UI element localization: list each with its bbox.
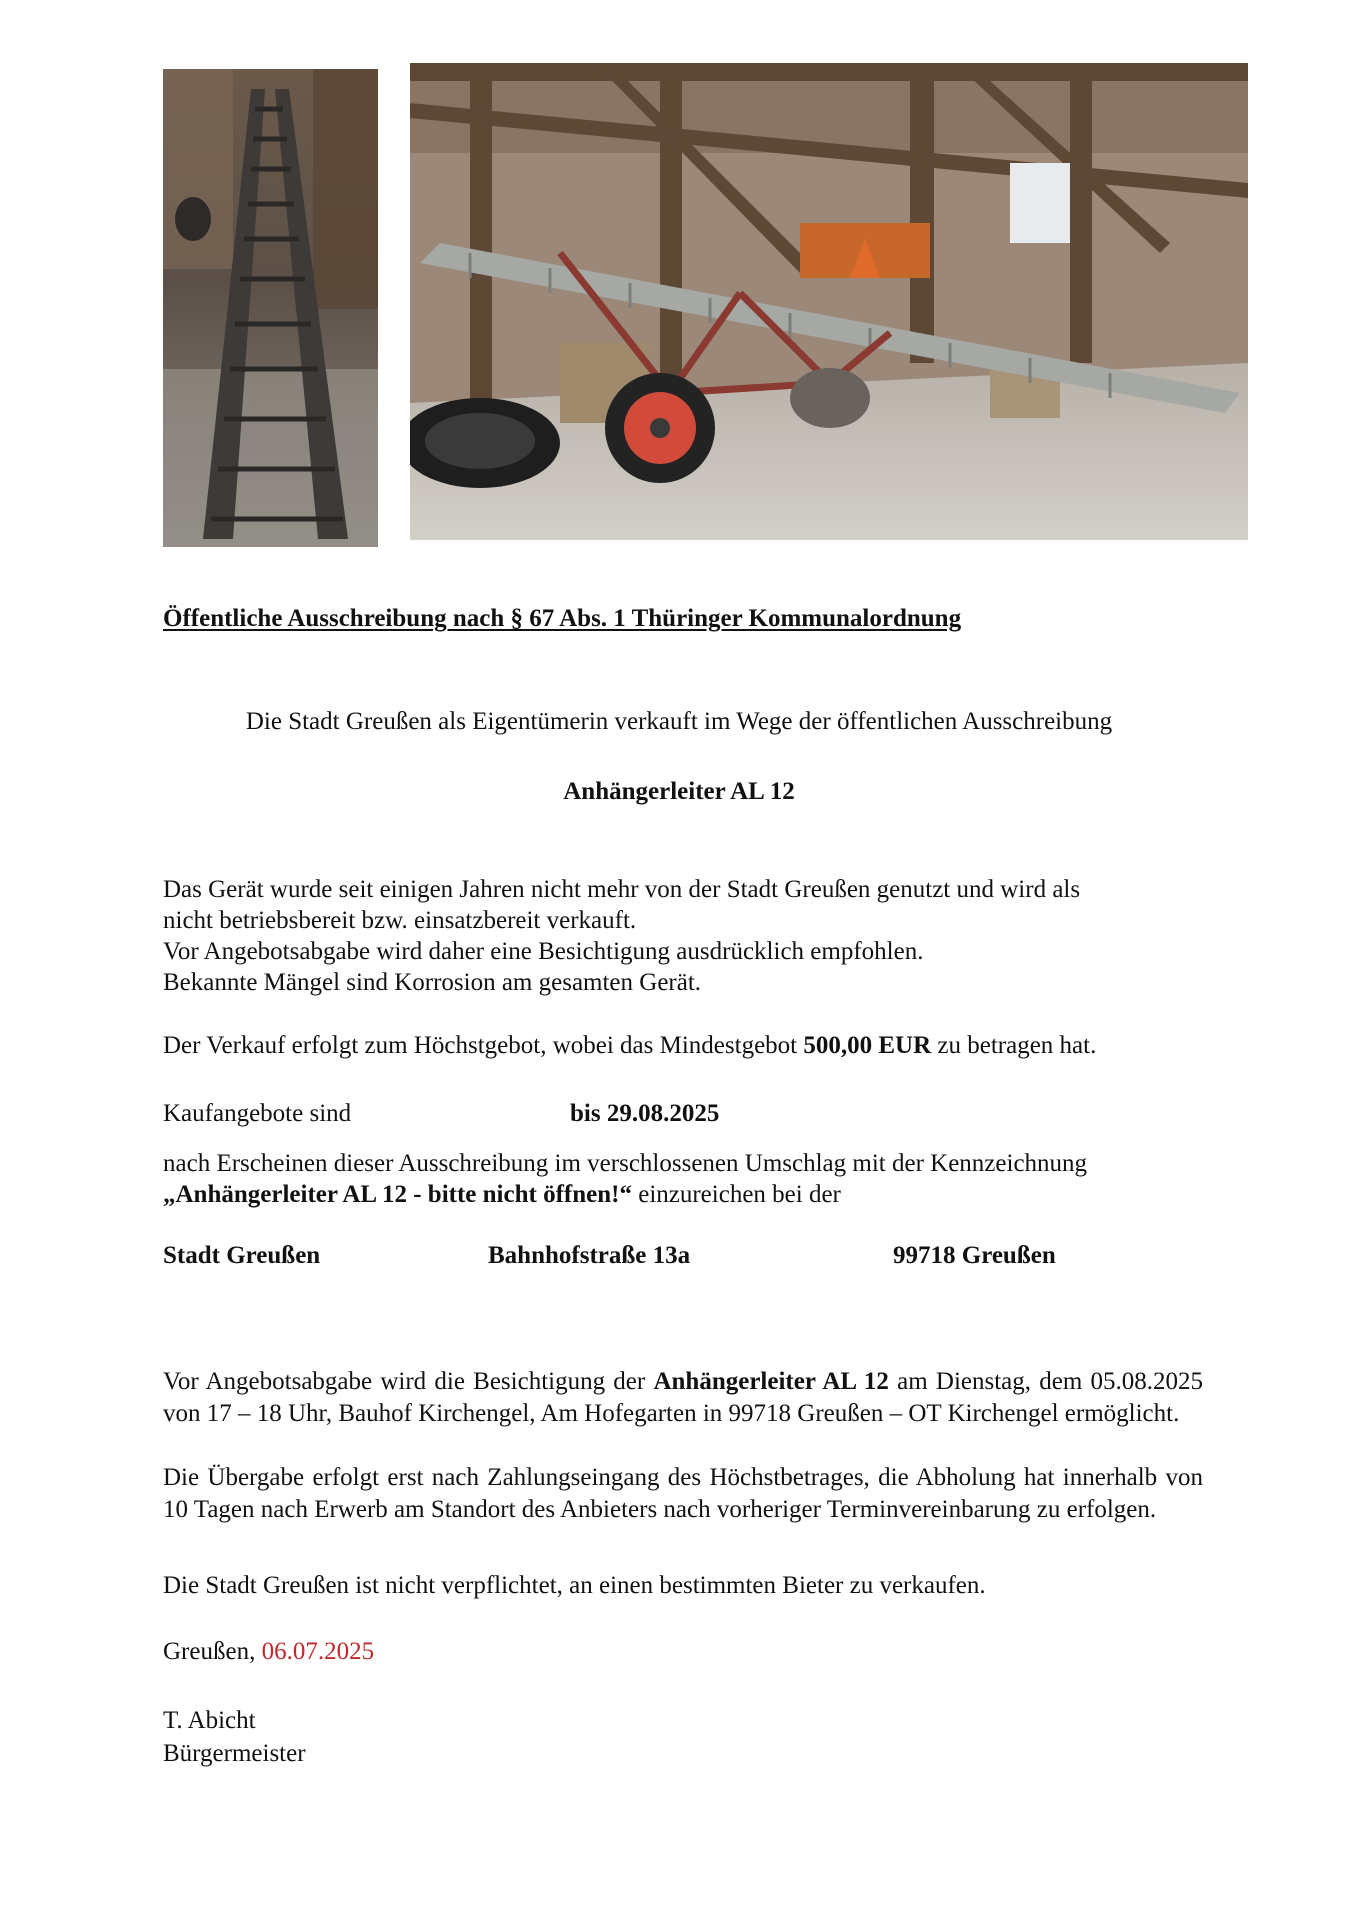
sale-text-after: zu betragen hat. — [937, 1032, 1097, 1059]
envelope-marking: „Anhängerleiter AL 12 - bitte nicht öffnen!“ — [163, 1181, 632, 1208]
address-street: Bahnhofstraße 13a — [488, 1242, 691, 1269]
viewing-item: Anhängerleiter AL 12 — [653, 1368, 889, 1395]
submission-marking-line — [163, 1179, 841, 1211]
minimum-bid: 500,00 EUR — [803, 1032, 932, 1059]
address-name: Stadt Greußen — [163, 1242, 321, 1269]
page-heading: Öffentliche Ausschreibung nach § 67 Abs. 1 Thüringer Kommunalordnung — [163, 605, 962, 632]
viewing-paragraph — [163, 1366, 1203, 1430]
submission-text-after: einzureichen bei der — [638, 1181, 841, 1208]
sale-sentence — [163, 1030, 1096, 1062]
viewing-text-after: am Dienstag, dem 05.08.2025 von 17 – 18 Uhr, Bauhof Kirchengel, Am Hofegarten in 99718 Greußen – OT Kirchengel ermöglicht. — [163, 1368, 1204, 1427]
paragraph-line: Vor Angebotsabgabe wird daher eine Besichtigung ausdrücklich empfohlen. — [163, 938, 924, 965]
disclaimer-text: Die Stadt Greußen ist nicht verpflichtet, an einen bestimmten Bieter zu verkaufen. — [163, 1572, 986, 1599]
paragraph-line: Das Gerät wurde seit einigen Jahren nicht mehr von der Stadt Greußen genutzt und wird als — [163, 876, 1081, 903]
viewing-text-before: Vor Angebotsabgabe wird die Besichtigung der — [163, 1368, 646, 1395]
date: 06.07.2025 — [261, 1638, 375, 1665]
address-city: 99718 Greußen — [893, 1242, 1056, 1269]
submission-line: nach Erscheinen dieser Ausschreibung im verschlossenen Umschlag mit der Kennzeichnung — [163, 1150, 1088, 1177]
sale-text-before: Der Verkauf erfolgt zum Höchstgebot, wobei das Mindestgebot — [163, 1032, 798, 1059]
item-title: Anhängerleiter AL 12 — [563, 778, 795, 805]
intro-text: Die Stadt Greußen als Eigentümerin verkauft im Wege der öffentlichen Ausschreibung — [245, 708, 1113, 735]
paragraph-line: nicht betriebsbereit bzw. einsatzbereit verkauft. — [163, 907, 637, 934]
handover-paragraph: Die Übergabe erfolgt erst nach Zahlungseingang des Höchstbetrages, die Abholung hat innerhalb von 10 Tagen nach Erwerb am Standort des Anbieters nach vorheriger Terminvereinbarung zu erfolgen. — [163, 1464, 1203, 1523]
deadline-label: Kaufangebote sind — [163, 1100, 352, 1127]
signatory-title: Bürgermeister — [163, 1740, 306, 1767]
paragraph-line: Bekannte Mängel sind Korrosion am gesamten Gerät. — [163, 969, 702, 996]
ladder-lengthwise-photo — [163, 69, 378, 547]
signatory-name: T. Abicht — [163, 1707, 256, 1734]
place: Greußen, — [163, 1638, 256, 1665]
place-date — [163, 1636, 374, 1668]
trailer-ladder-barn-photo — [410, 63, 1248, 540]
deadline-value: bis 29.08.2025 — [570, 1100, 720, 1127]
